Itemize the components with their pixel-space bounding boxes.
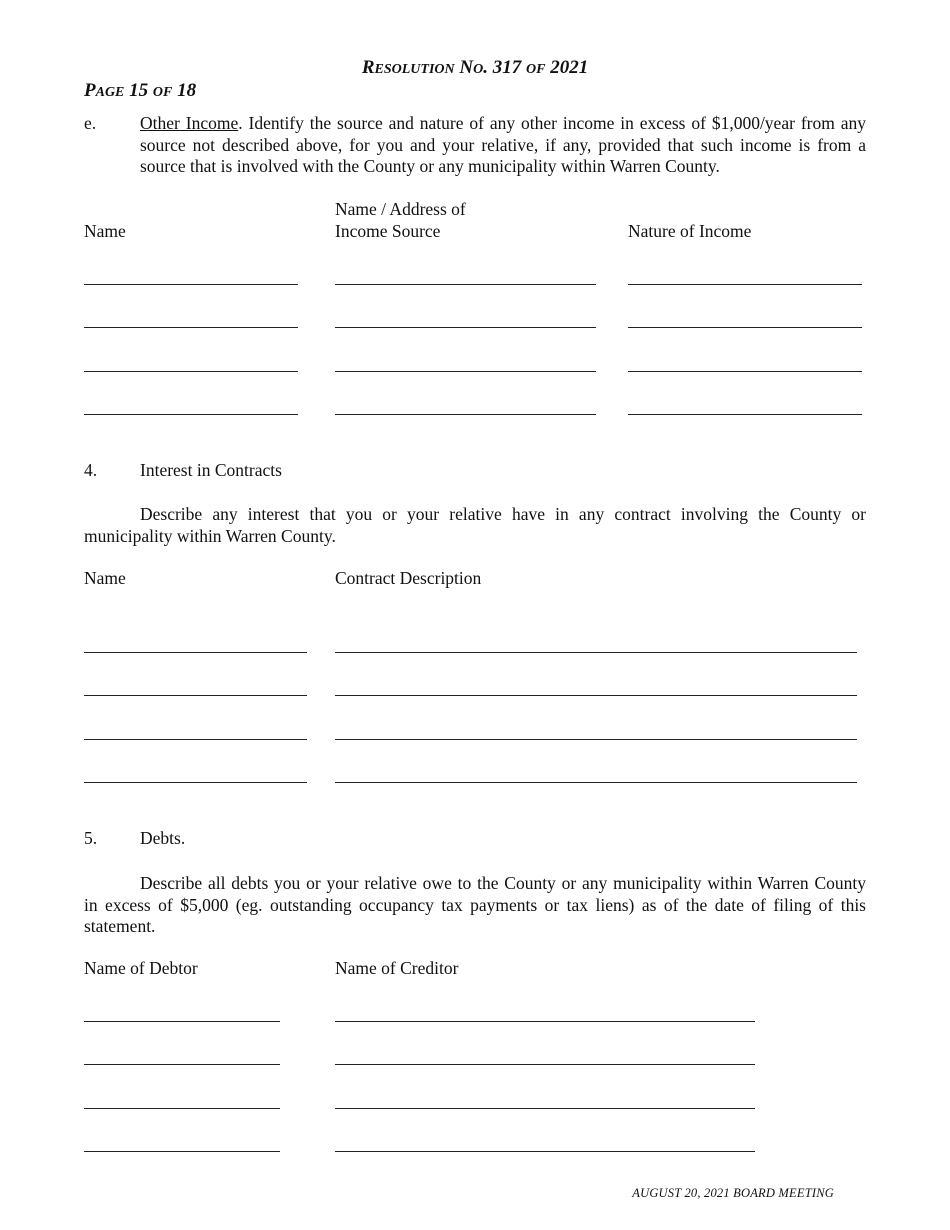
column-header-nature-of-income: Nature of Income bbox=[628, 221, 752, 241]
blank-line-income-source[interactable] bbox=[335, 414, 596, 415]
section-5-number: 5. bbox=[84, 828, 98, 848]
blank-line-debtor[interactable] bbox=[84, 1108, 280, 1109]
column-header-debtor: Name of Debtor bbox=[84, 958, 198, 978]
blank-line-name[interactable] bbox=[84, 371, 298, 372]
column-header-contract-description: Contract Description bbox=[335, 568, 482, 588]
section-e-paragraph: Other Income. Identify the source and nature of any other income in excess of $1,000/year from any source not described above, for you and your relative, if any, provided that such income is from a source that is involved with the County or any municipality within Warren County. bbox=[140, 113, 866, 176]
blank-line-creditor[interactable] bbox=[335, 1064, 755, 1065]
section-5-paragraph: Describe all debts you or your relative owe to the County or any municipality within Warren County in excess of $5,000 (eg. outstanding occupancy tax payments or tax liens) as of the date of filing of this statement. bbox=[84, 873, 866, 936]
blank-line-income-source[interactable] bbox=[335, 371, 596, 372]
section-e-marker: e. bbox=[84, 113, 97, 133]
resolution-title: RESOLUTION NO. 317 OF 2021 bbox=[361, 57, 589, 78]
blank-line-nature[interactable] bbox=[628, 414, 862, 415]
footer-meeting-date: AUGUST 20, 2021 BOARD MEETING bbox=[632, 1186, 834, 1200]
blank-line-name[interactable] bbox=[84, 284, 298, 285]
blank-line-name[interactable] bbox=[84, 652, 307, 653]
blank-line-contract-description[interactable] bbox=[335, 782, 857, 783]
blank-line-contract-description[interactable] bbox=[335, 652, 857, 653]
blank-line-name[interactable] bbox=[84, 782, 307, 783]
blank-line-nature[interactable] bbox=[628, 327, 862, 328]
blank-line-name[interactable] bbox=[84, 695, 307, 696]
section-4-paragraph: Describe any interest that you or your relative have in any contract involving the County or municipality within Warren County. bbox=[84, 504, 866, 546]
blank-line-income-source[interactable] bbox=[335, 327, 596, 328]
section-5-heading: Debts. bbox=[140, 828, 186, 848]
blank-line-contract-description[interactable] bbox=[335, 739, 857, 740]
blank-line-debtor[interactable] bbox=[84, 1151, 280, 1152]
blank-line-contract-description[interactable] bbox=[335, 695, 857, 696]
blank-line-creditor[interactable] bbox=[335, 1021, 755, 1022]
column-header-name: Name bbox=[84, 568, 126, 588]
blank-line-income-source[interactable] bbox=[335, 284, 596, 285]
column-header-name: Name bbox=[84, 221, 126, 241]
section-4-heading: Interest in Contracts bbox=[140, 460, 282, 480]
blank-line-name[interactable] bbox=[84, 414, 298, 415]
page-number: PAGE 15 OF 18 bbox=[84, 80, 197, 101]
column-header-income-source: Name / Address of Income Source bbox=[335, 199, 466, 241]
column-header-creditor: Name of Creditor bbox=[335, 958, 459, 978]
blank-line-creditor[interactable] bbox=[335, 1108, 755, 1109]
blank-line-debtor[interactable] bbox=[84, 1064, 280, 1065]
blank-line-nature[interactable] bbox=[628, 371, 862, 372]
blank-line-nature[interactable] bbox=[628, 284, 862, 285]
blank-line-creditor[interactable] bbox=[335, 1151, 755, 1152]
blank-line-name[interactable] bbox=[84, 327, 298, 328]
other-income-heading: Other Income bbox=[140, 113, 239, 133]
section-4-number: 4. bbox=[84, 460, 98, 480]
blank-line-name[interactable] bbox=[84, 739, 307, 740]
blank-line-debtor[interactable] bbox=[84, 1021, 280, 1022]
